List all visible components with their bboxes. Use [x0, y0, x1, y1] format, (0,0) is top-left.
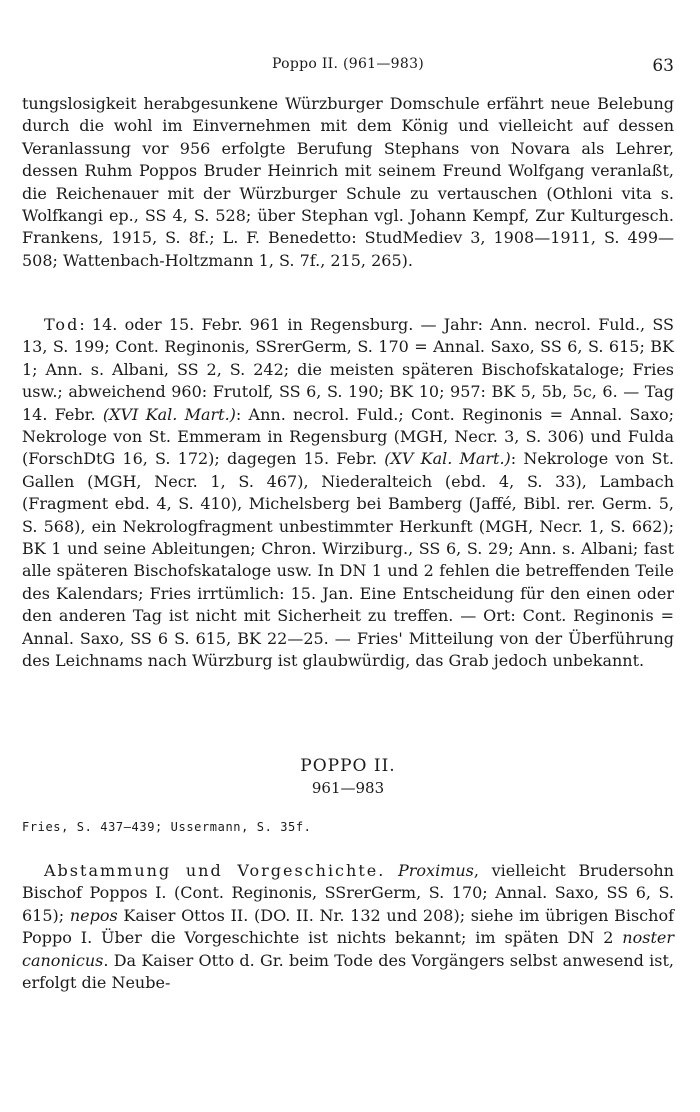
- italic-term: (XV Kal. Mart.): [384, 449, 511, 469]
- section-years: 961—983: [311, 779, 385, 797]
- paragraph-text: : Ann. necrol. Fuld.; Cont. Reginonis = Annal. Saxo; Nekrologe von St. Emmeram in Regensburg (MGH, Necr. 3, S. 306) und Fulda (ForschDtG 16, S. 172); dagegen 15. Febr.: [22, 404, 674, 469]
- italic-term: Proximus: [398, 861, 474, 880]
- paragraph-text: , vielleicht Brudersohn Bischof Poppos I. (Cont. Reginonis, SSrerGerm, S. 170; Annal. Saxo, SS 6, S. 615);: [22, 861, 674, 925]
- paragraph-continued: tungslosigkeit herabgesunkene Würzburger Domschule erfährt neue Belebung durch die wohl im Einvernehmen mit dem König und vielleicht auf dessen Veranlassung vor 956 erfolgte Berufung Stephans von Novara als Lehrer, dessen Ruhm Poppos Bruder Heinrich mit seinem Freund Wolfgang veranlaßt, die Reichenauer mit der Würzburger Schule zu vertauschen (Othloni vita s. Wolfkangi ep., SS 4, S. 528; über Stephan vgl. Johann Kempf, Zur Kulturgesch. Frankens, 1915, S. 8f.; L. F. Benedetto: StudMediev 3, 1908—1911, S. 499—508; Wattenbach-Holtzmann 1, S. 7f., 215, 265).: [22, 94, 674, 270]
- running-head: [22, 56, 674, 78]
- paragraph-origin: [22, 860, 674, 994]
- running-title: Poppo II. (961—983): [271, 56, 425, 72]
- paragraph-lead-death: Tod: [44, 315, 80, 334]
- paragraph-text: : 14. oder 15. Febr. 961 in Regensburg. — Jahr: Ann. necrol. Fuld., SS 13, S. 199; Cont. Reginonis, SSrerGerm, S. 170 = Annal. Saxo, SS 6, S. 615; BK 1; Ann. s. Albani, SS 2, S. 242; die meisten späteren Bischofskataloge; Fries usw.; abweichend 960: Frutolf, SS 6, S. 190; BK 10; 957: BK 5, 5b, 5c, 6. — Tag 14. Febr.: [22, 315, 674, 424]
- paragraph-death: [22, 314, 674, 673]
- section-sources: Fries, S. 437—439; Ussermann, S. 35f.: [22, 820, 312, 834]
- page-number: 63: [652, 56, 674, 76]
- paragraph-text: Kaiser Ottos II. (DO. II. Nr. 132 und 208); siehe im übrigen Bischof Poppo I. Über die Vorgeschichte ist nichts bekannt; im späten DN 2: [22, 905, 674, 948]
- italic-term: (XVI Kal. Mart.): [102, 404, 236, 424]
- italic-term: noster canonicus: [22, 928, 674, 970]
- paragraph-text: . Da Kaiser Otto d. Gr. beim Tode des Vorgängers selbst anwesend ist, erfolgt die Neube-: [22, 950, 674, 993]
- paragraph-text: : Nekrologe von St. Gallen (MGH, Necr. 1, S. 467), Niederalteich (ebd. 4, S. 33), Lambach (Fragment ebd. 4, S. 410), Michelsberg bei Bamberg (Jaffé, Bibl. rer. Germ. 5, S. 568), ein Nekrologfragment unbestimmter Herkunft (MGH, Necr. 1, S. 662); BK 1 und seine Ableitungen; Chron. Wirziburg., SS 6, S. 29; Ann. s. Albani; fast alle späteren Bischofskataloge usw. In DN 1 und 2 fehlen die betreffenden Teile des Kalendars; Fries irrtümlich: 15. Jan. Eine Entscheidung für den einen oder den anderen Tag ist nicht mit Sicherheit zu treffen. — Ort: Cont. Reginonis = Annal. Saxo, SS 6 S. 615, BK 22—25. — Fries' Mitteilung von der Überführung des Leichnams nach Würzburg ist glaubwürdig, das Grab jedoch unbekannt.: [22, 449, 674, 671]
- paragraph-lead-origin: Abstammung und Vorgeschichte.: [44, 861, 386, 880]
- section-title: POPPO II.: [300, 756, 396, 776]
- italic-term: nepos: [69, 905, 118, 925]
